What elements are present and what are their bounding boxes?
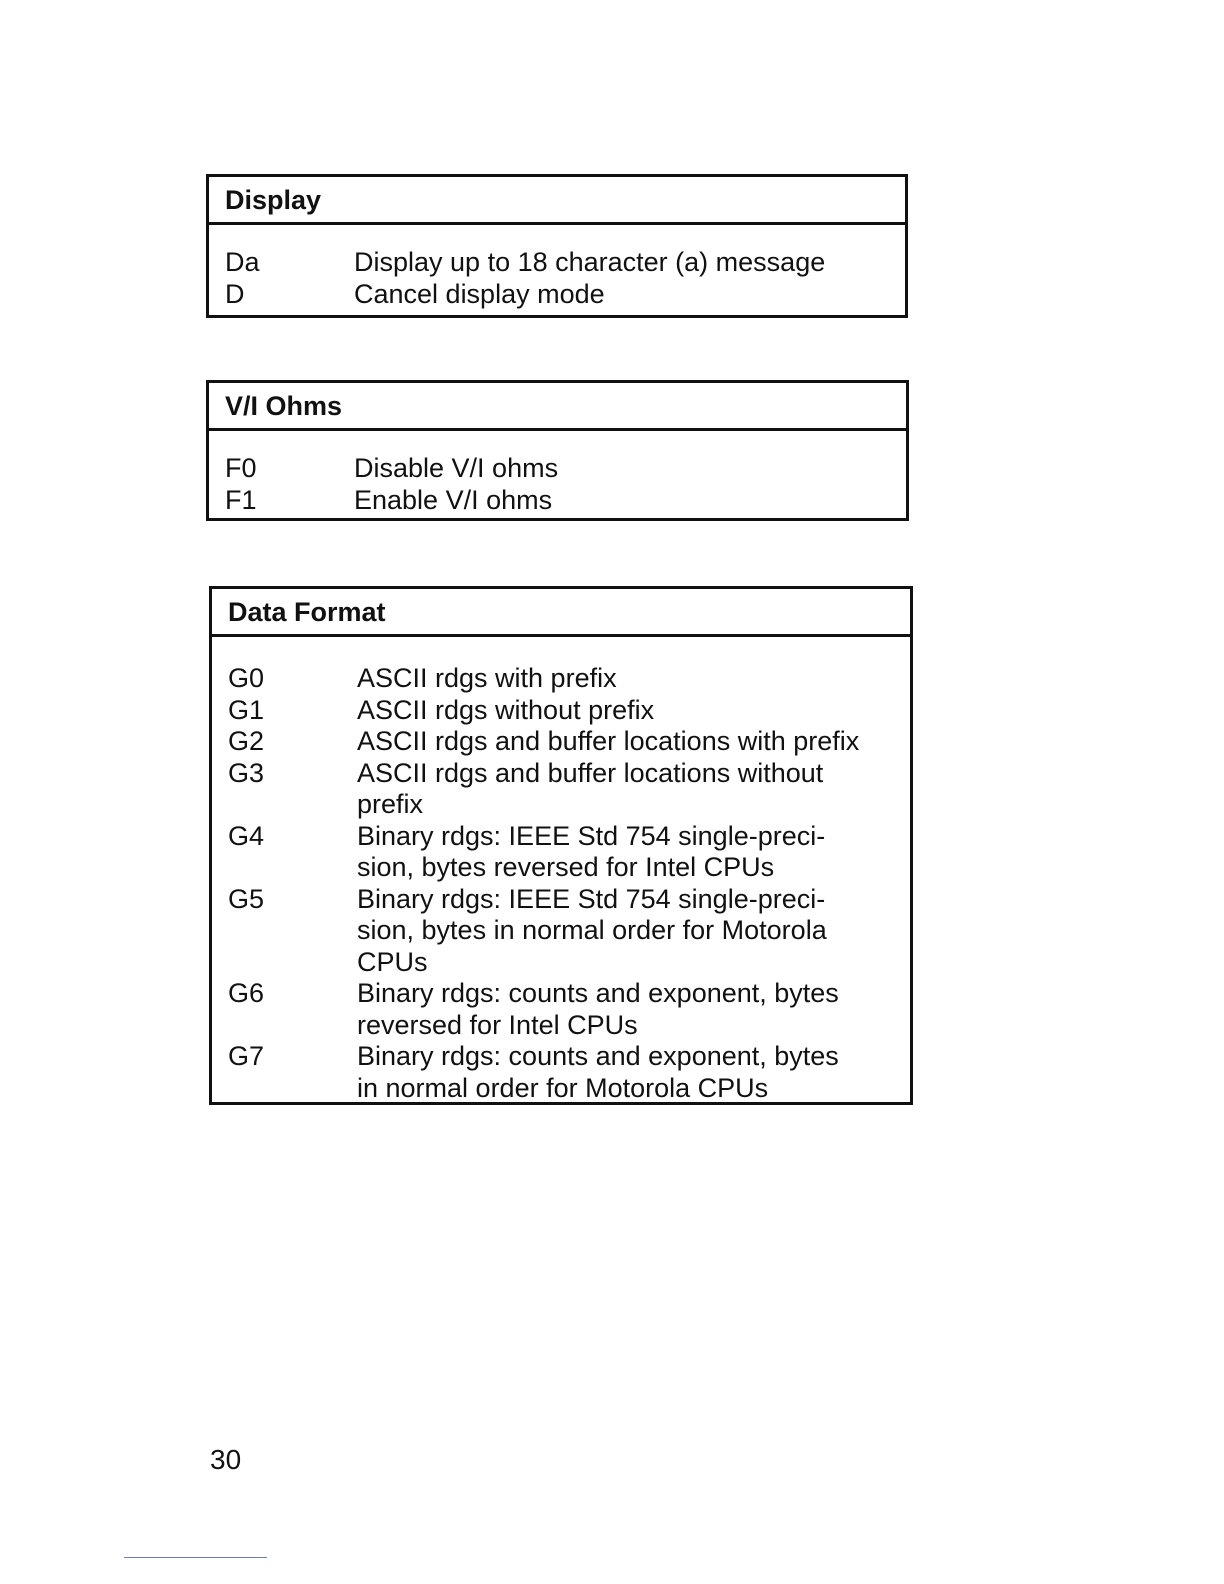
- command-code: D: [225, 278, 245, 309]
- command-code: G6: [228, 978, 265, 1008]
- command-description: ASCII rdgs without prefix: [357, 694, 655, 725]
- vi-ohms-table-rows: [209, 431, 906, 516]
- command-description: Display up to 18 character (a) message: [354, 247, 826, 277]
- table-row: [228, 978, 900, 1041]
- command-code: G0: [228, 663, 265, 693]
- command-description: ASCII rdgs with prefix: [357, 663, 617, 693]
- data-format-table-rows: [212, 637, 910, 1104]
- command-description: ASCII rdgs and buffer locations without prefix: [357, 757, 824, 819]
- table-row: [228, 1041, 900, 1104]
- table-row: [228, 758, 900, 821]
- command-description: Binary rdgs: counts and exponent, bytes in normal order for Motorola CPUs: [357, 1041, 839, 1103]
- table-row: [225, 247, 895, 279]
- command-code: F0: [225, 453, 257, 483]
- table-row: [225, 485, 896, 517]
- table-row: [228, 884, 900, 979]
- command-description: ASCII rdgs and buffer locations with prefix: [357, 726, 860, 756]
- data-format-table: [209, 586, 913, 1105]
- table-row: [228, 663, 900, 695]
- page-number: 30: [210, 1444, 242, 1475]
- command-description: Binary rdgs: counts and exponent, bytes reversed for Intel CPUs: [357, 978, 839, 1040]
- command-code: G3: [228, 757, 265, 788]
- command-code: G2: [228, 726, 265, 756]
- display-table-title: Display: [209, 177, 905, 225]
- command-description: Enable V/I ohms: [354, 484, 553, 515]
- display-table-rows: [209, 225, 905, 310]
- table-row: [228, 695, 900, 727]
- command-description: Binary rdgs: IEEE Std 754 single-preci- sion, bytes reversed for Intel CPUs: [357, 820, 826, 882]
- command-code: F1: [225, 484, 257, 515]
- data-format-table-title: Data Format: [212, 589, 910, 637]
- vi-ohms-table: [206, 380, 909, 521]
- vi-ohms-table-title: V/I Ohms: [209, 383, 906, 431]
- table-row: [225, 453, 896, 485]
- command-description: Binary rdgs: IEEE Std 754 single-preci- sion, bytes in normal order for Motorola CPUs: [357, 883, 827, 977]
- command-description: Cancel display mode: [354, 278, 605, 309]
- command-code: G4: [228, 820, 265, 851]
- command-description: Disable V/I ohms: [354, 453, 559, 483]
- table-row: [228, 726, 900, 758]
- display-table: [206, 174, 908, 318]
- command-code: G1: [228, 694, 265, 725]
- table-row: [225, 279, 895, 311]
- footer-rule: [124, 1557, 267, 1558]
- command-code: Da: [225, 247, 260, 277]
- table-row: [228, 821, 900, 884]
- command-code: G5: [228, 883, 265, 914]
- command-code: G7: [228, 1041, 265, 1071]
